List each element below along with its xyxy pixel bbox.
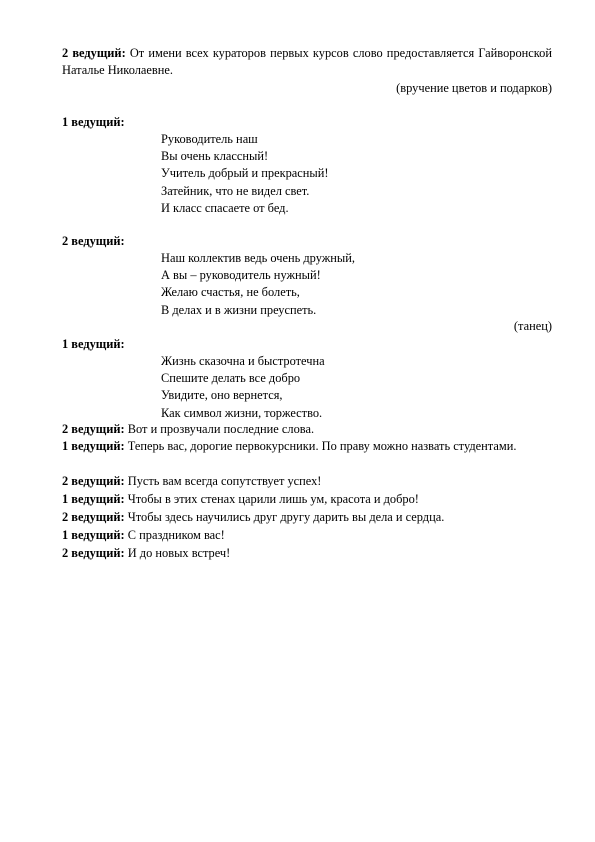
dialogue-line xyxy=(62,421,552,438)
speaker-label: 1 ведущий: xyxy=(62,439,125,453)
verse-line: Жизнь сказочна и быстротечна xyxy=(161,354,325,368)
verse-line: Увидите, оно вернется, xyxy=(161,388,283,403)
verse-1 xyxy=(161,131,541,217)
intro-paragraph xyxy=(62,45,552,79)
speaker-label-text: 1 ведущий: xyxy=(62,337,125,351)
verse-line: Как символ жизни, торжество. xyxy=(161,405,323,420)
stage-note-dance: (танец) xyxy=(513,319,552,333)
verse-line: Наш коллектив ведь очень дружный, xyxy=(161,251,355,265)
speaker-label xyxy=(62,336,552,353)
verse-line: Руководитель наш xyxy=(161,132,258,146)
speaker-label xyxy=(62,114,552,131)
dialogue-text: Чтобы в этих стенах царили лишь ум, красота и добро! xyxy=(124,492,419,506)
intro-text: От имени всех кураторов первых курсов слово предоставляется Гайворонской Наталье Николаевне. xyxy=(62,46,553,77)
dialogue-text: Вот и прозвучали последние слова. xyxy=(124,422,315,436)
verse-line: И класс спасаете от бед. xyxy=(161,200,289,215)
dialogue-text: Пусть вам всегда сопутствует успех! xyxy=(124,474,322,488)
dialogue-line xyxy=(62,491,552,508)
speaker-label: 2 ведущий: xyxy=(62,510,125,524)
dialogue-line xyxy=(62,509,552,526)
speaker-label xyxy=(62,233,552,250)
verse-line: Затейник, что не видел свет. xyxy=(161,183,310,198)
speaker-label: 2 ведущий: xyxy=(62,474,125,488)
speaker-label-text: 1 ведущий: xyxy=(62,115,125,129)
dialogue-line xyxy=(62,438,552,455)
dialogue-line xyxy=(62,545,552,562)
dialogue-text: С праздником вас! xyxy=(124,528,225,542)
speaker-label: 2 ведущий: xyxy=(62,422,125,436)
stage-note-gifts: (вручение цветов и подарков) xyxy=(396,81,552,95)
speaker-label: 2 ведущий: xyxy=(62,46,126,60)
verse-line: А вы – руководитель нужный! xyxy=(161,268,321,283)
speaker-label: 2 ведущий: xyxy=(62,546,125,560)
verse-line: В делах и в жизни преуспеть. xyxy=(161,302,317,317)
verse-line: Желаю счастья, не болеть, xyxy=(161,285,300,300)
verse-line: Вы очень классный! xyxy=(161,149,269,164)
speaker-label: 1 ведущий: xyxy=(62,492,125,506)
verse-line: Спешите делать все добро xyxy=(161,371,301,386)
verse-3 xyxy=(161,353,541,422)
speaker-label: 1 ведущий: xyxy=(62,528,125,542)
verse-line: Учитель добрый и прекрасный! xyxy=(161,166,329,181)
speaker-label-text: 2 ведущий: xyxy=(62,234,125,248)
verse-2 xyxy=(161,250,541,319)
dialogue-line xyxy=(62,527,552,544)
dialogue-text: И до новых встреч! xyxy=(124,546,231,560)
dialogue-text: Теперь вас, дорогие первокурсники. По праву можно назвать студентами. xyxy=(124,439,517,453)
dialogue-text: Чтобы здесь научились друг другу дарить вы дела и сердца. xyxy=(124,510,445,524)
dialogue-line xyxy=(62,473,552,490)
